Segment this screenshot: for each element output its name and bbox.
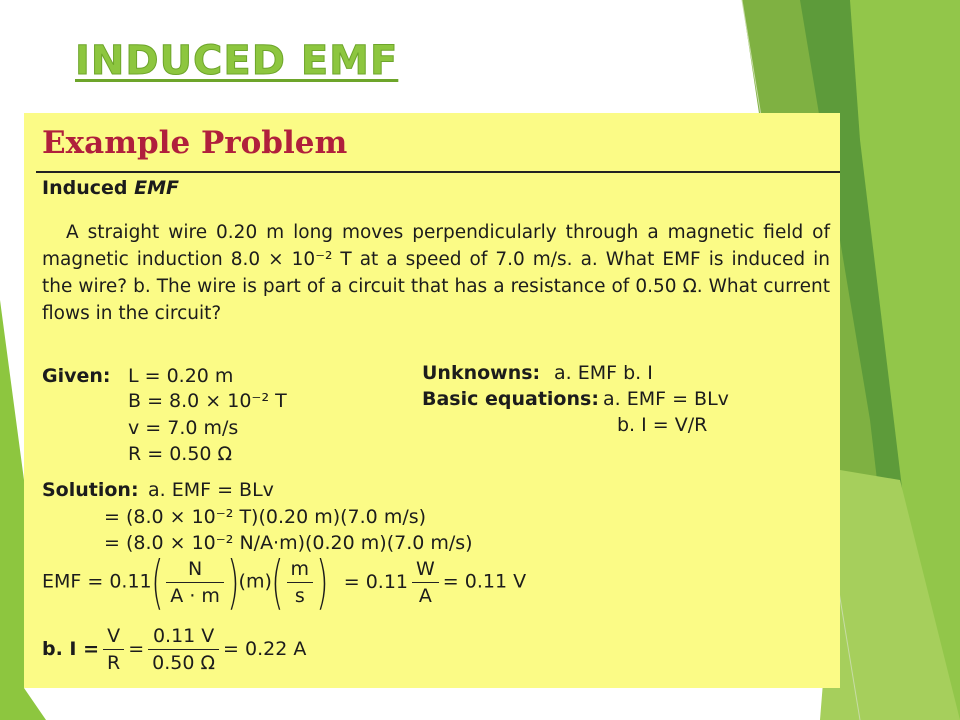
card-subtitle bbox=[42, 177, 179, 199]
eq-mid: = 0.11 bbox=[343, 570, 408, 593]
slide-title: INDUCED EMF bbox=[75, 38, 399, 84]
part-b-equation bbox=[42, 623, 306, 676]
frac-den: 0.50 Ω bbox=[152, 652, 216, 674]
frac-den: R bbox=[107, 652, 121, 674]
solution-a-head: a. EMF = BLv bbox=[148, 479, 274, 501]
paren-open: ( bbox=[270, 548, 284, 616]
frac-num: W bbox=[412, 556, 439, 583]
fraction-011V-over-050ohm bbox=[148, 623, 219, 676]
emf-result: = 0.11 V bbox=[442, 570, 527, 593]
basic-equation-b: b. I = V/R bbox=[617, 414, 708, 436]
given-label: Given: bbox=[42, 365, 111, 387]
eq-b: = bbox=[128, 638, 145, 660]
basic-equations-label: Basic equations: bbox=[422, 388, 599, 410]
frac-num: m bbox=[287, 556, 314, 583]
paren-open: ( bbox=[150, 548, 164, 616]
header-divider bbox=[36, 171, 840, 173]
given-item: B = 8.0 × 10⁻² T bbox=[128, 390, 287, 412]
unit-m: (m) bbox=[238, 570, 272, 593]
given-item: R = 0.50 Ω bbox=[128, 443, 233, 465]
frac-den: A · m bbox=[170, 584, 220, 607]
emf-lhs: EMF = 0.11 bbox=[42, 570, 152, 593]
problem-text: A straight wire 0.20 m long moves perpendicularly through a magnetic field of magnetic induction 8.0 × 10⁻² T at a speed of 7.0 m/s. a. What EMF is induced in the wire? b. The wire is part of a circuit that has a resistance of 0.50 Ω. What current flows in the circuit? bbox=[42, 222, 830, 324]
subtitle-bold: Induced bbox=[42, 177, 135, 199]
example-problem-card bbox=[24, 113, 840, 688]
fraction-V-over-R bbox=[103, 623, 124, 676]
subtitle-italic: EMF bbox=[134, 177, 179, 199]
unknowns-value: a. EMF b. I bbox=[554, 362, 653, 384]
given-item: v = 7.0 m/s bbox=[128, 417, 239, 439]
frac-den: s bbox=[294, 584, 305, 607]
frac-num: N bbox=[166, 556, 224, 583]
frac-den: A bbox=[418, 584, 432, 607]
frac-num: V bbox=[103, 623, 124, 650]
fraction-m-over-s bbox=[287, 556, 314, 609]
paren-close: ) bbox=[316, 548, 329, 616]
card-header: Example Problem bbox=[42, 125, 348, 161]
emf-equation bbox=[42, 548, 527, 616]
basic-equation-a: a. EMF = BLv bbox=[603, 388, 729, 410]
solution-step-1: = (8.0 × 10⁻² T)(0.20 m)(7.0 m/s) bbox=[104, 506, 427, 528]
fraction-N-over-Am bbox=[166, 556, 224, 609]
solution-step-2: = (8.0 × 10⁻² N/A·m)(0.20 m)(7.0 m/s) bbox=[104, 532, 473, 554]
unknowns-label: Unknowns: bbox=[422, 362, 541, 384]
part-b-result: = 0.22 A bbox=[223, 638, 307, 660]
part-b-lhs: b. I = bbox=[42, 638, 100, 660]
fraction-W-over-A bbox=[412, 556, 439, 609]
frac-num: 0.11 V bbox=[148, 623, 219, 650]
given-item: L = 0.20 m bbox=[128, 365, 234, 387]
solution-label: Solution: bbox=[42, 479, 139, 501]
paren-close: ) bbox=[227, 548, 240, 616]
